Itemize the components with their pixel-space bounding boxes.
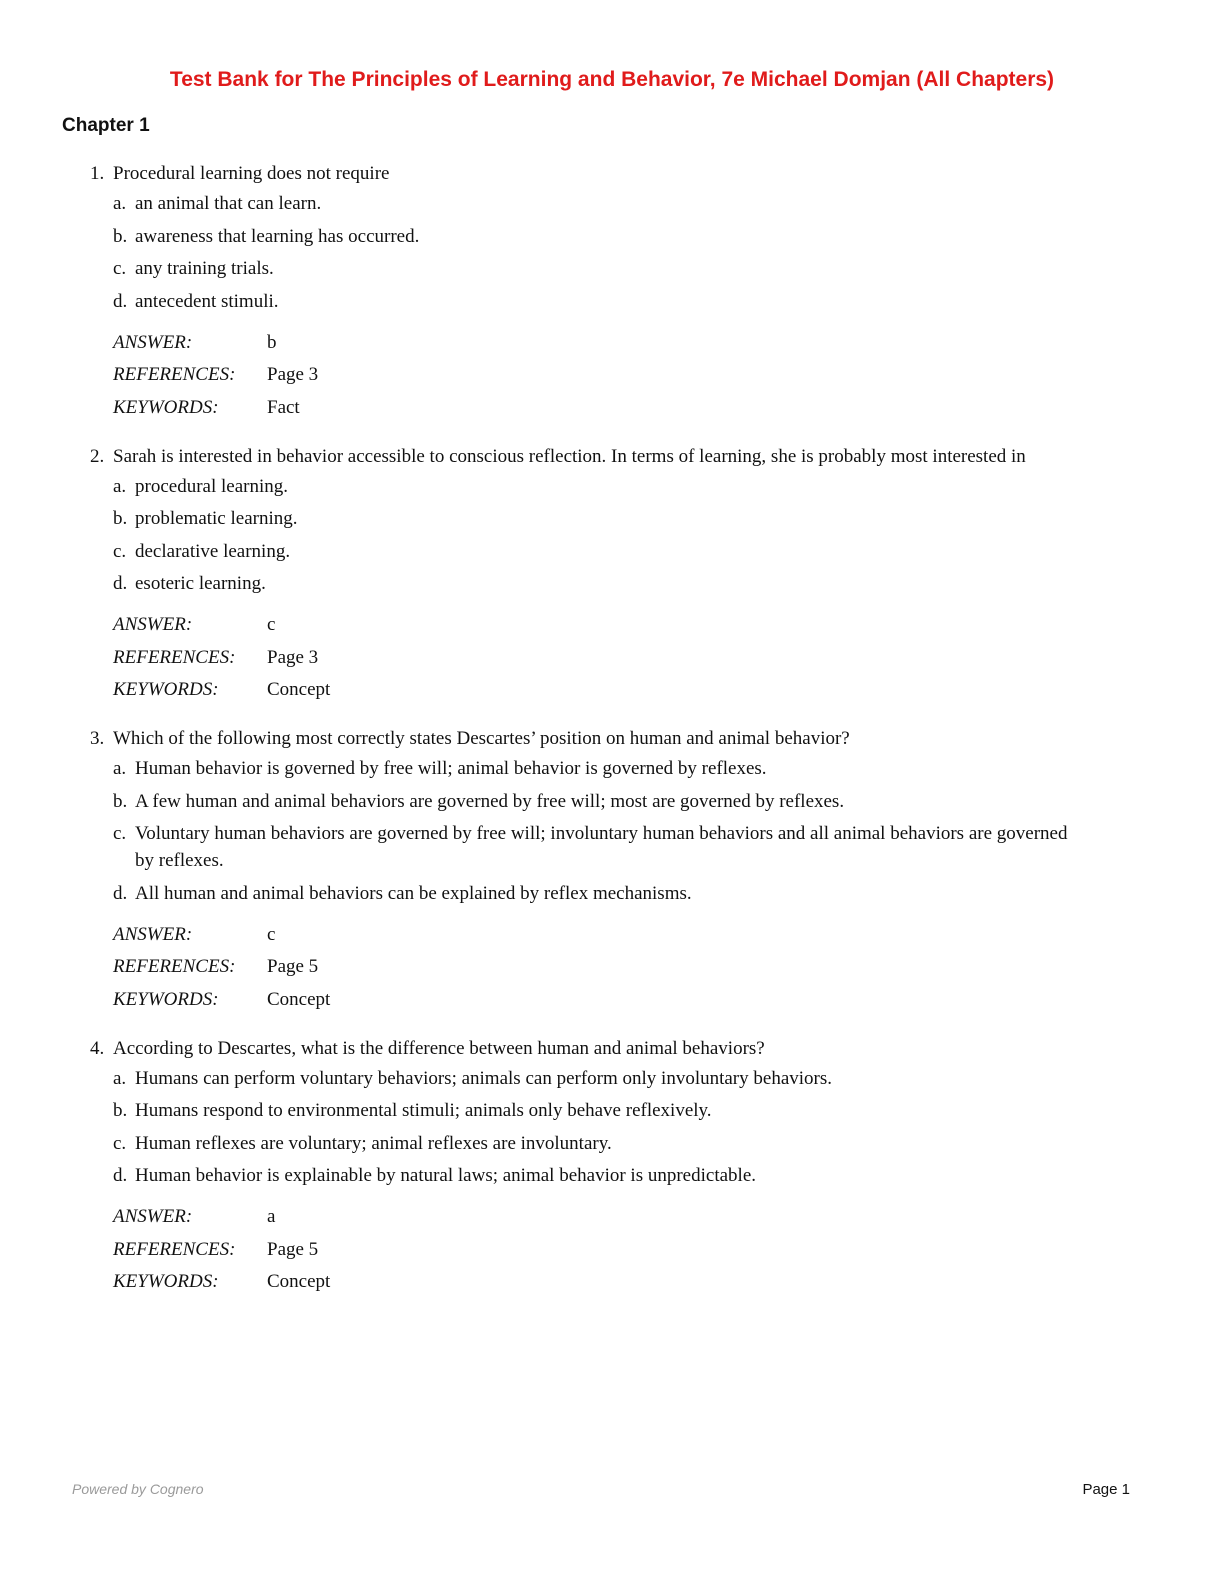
option-letter: d. <box>113 573 128 594</box>
answer-label: ANSWER: <box>113 1206 193 1227</box>
option-letter: c. <box>113 823 127 844</box>
option-a <box>113 473 1090 500</box>
option-letter: c. <box>113 540 127 562</box>
keywords-row <box>113 676 1090 703</box>
answer-label: ANSWER: <box>113 614 193 635</box>
references-row <box>113 1236 1090 1263</box>
references-value: Page 3 <box>267 646 319 668</box>
references-label: REFERENCES: <box>113 956 236 977</box>
answer-label: ANSWER: <box>113 923 193 945</box>
answer-metadata <box>113 1203 1090 1295</box>
question-stem <box>90 725 1090 752</box>
question-number: 3. <box>90 728 105 749</box>
question-2 <box>90 443 1090 704</box>
option-b <box>113 1097 1090 1124</box>
option-list <box>113 1065 1090 1190</box>
option-text: esoteric learning. <box>135 573 266 594</box>
option-text: declarative learning. <box>135 540 291 562</box>
option-d <box>113 1162 1090 1189</box>
question-text: Sarah is interested in behavior accessible to conscious reflection. In terms of learning, she is probably most interested in <box>113 445 1026 467</box>
option-a <box>113 190 1090 217</box>
references-label: REFERENCES: <box>113 364 236 385</box>
references-label: REFERENCES: <box>113 1238 236 1260</box>
option-list <box>113 190 1090 315</box>
keywords-value: Concept <box>267 679 331 700</box>
option-b <box>113 505 1090 532</box>
footer-powered-by: Powered by Cognero <box>72 1481 204 1497</box>
option-letter: a. <box>113 758 127 779</box>
references-value: Page 3 <box>267 364 319 385</box>
question-stem <box>90 1035 1090 1062</box>
footer-page-number: Page 1 <box>1082 1481 1130 1498</box>
answer-metadata <box>113 329 1090 421</box>
option-letter: b. <box>113 790 128 812</box>
keywords-value: Concept <box>267 1271 331 1292</box>
references-value: Page 5 <box>267 1238 319 1260</box>
answer-value: a <box>267 1206 276 1227</box>
answer-row <box>113 1203 1090 1230</box>
answer-label: ANSWER: <box>113 331 193 353</box>
option-text: A few human and animal behaviors are governed by free will; most are governed by reflexes. <box>135 790 845 812</box>
option-c <box>113 1130 1090 1157</box>
option-letter: a. <box>113 475 127 497</box>
keywords-row <box>113 394 1090 421</box>
option-a <box>113 755 1090 782</box>
references-row <box>113 953 1090 980</box>
answer-metadata <box>113 611 1090 703</box>
option-text: procedural learning. <box>135 475 288 497</box>
question-list <box>90 160 1090 1317</box>
keywords-label: KEYWORDS: <box>113 1271 219 1292</box>
option-letter: a. <box>113 1067 127 1089</box>
keywords-label: KEYWORDS: <box>113 679 219 700</box>
question-3 <box>90 725 1090 1013</box>
answer-row <box>113 611 1090 638</box>
question-number: 1. <box>90 163 105 184</box>
option-c <box>113 538 1090 565</box>
keywords-value: Fact <box>267 396 300 418</box>
option-letter: d. <box>113 1165 128 1186</box>
answer-value: c <box>267 923 276 945</box>
option-c <box>113 820 1090 874</box>
references-row <box>113 361 1090 388</box>
option-text: All human and animal behaviors can be explained by reflex mechanisms. <box>135 882 692 904</box>
question-4 <box>90 1035 1090 1296</box>
option-text: Human behavior is explainable by natural laws; animal behavior is unpredictable. <box>135 1165 756 1186</box>
keywords-row <box>113 986 1090 1013</box>
question-text: Procedural learning does not require <box>113 163 390 184</box>
option-list <box>113 473 1090 598</box>
answer-row <box>113 329 1090 356</box>
references-label: REFERENCES: <box>113 646 236 668</box>
answer-metadata <box>113 921 1090 1013</box>
document-title: Test Bank for The Principles of Learning and Behavior, 7e Michael Domjan (All Chapters) <box>169 68 1055 91</box>
chapter-heading: Chapter 1 <box>62 115 150 136</box>
keywords-row <box>113 1268 1090 1295</box>
option-d <box>113 288 1090 315</box>
option-text: Voluntary human behaviors are governed by free will; involuntary human behaviors and all animal behaviors are governed by reflexes. <box>135 823 1068 871</box>
option-text: Humans respond to environmental stimuli; animals only behave reflexively. <box>135 1100 712 1121</box>
option-c <box>113 255 1090 282</box>
option-letter: d. <box>113 882 128 904</box>
option-b <box>113 223 1090 250</box>
references-row <box>113 644 1090 671</box>
option-letter: b. <box>113 225 128 247</box>
option-text: Humans can perform voluntary behaviors; animals can perform only involuntary behaviors. <box>135 1067 832 1089</box>
option-b <box>113 788 1090 815</box>
option-letter: c. <box>113 258 127 279</box>
option-d <box>113 570 1090 597</box>
option-text: an animal that can learn. <box>135 193 322 214</box>
answer-value: c <box>267 614 276 635</box>
answer-row <box>113 921 1090 948</box>
answer-value: b <box>267 331 277 353</box>
option-letter: c. <box>113 1132 127 1154</box>
option-letter: b. <box>113 1100 128 1121</box>
option-letter: d. <box>113 290 128 312</box>
option-d <box>113 880 1090 907</box>
question-stem <box>90 443 1090 470</box>
question-text: Which of the following most correctly states Descartes’ position on human and animal behavior? <box>113 728 850 749</box>
option-letter: b. <box>113 508 128 529</box>
references-value: Page 5 <box>267 956 319 977</box>
option-text: problematic learning. <box>135 508 298 529</box>
question-number: 4. <box>90 1037 105 1059</box>
keywords-label: KEYWORDS: <box>113 396 219 418</box>
option-text: Human behavior is governed by free will; animal behavior is governed by reflexes. <box>135 758 767 779</box>
question-number: 2. <box>90 445 105 467</box>
keywords-value: Concept <box>267 988 331 1010</box>
question-stem <box>90 160 1090 187</box>
keywords-label: KEYWORDS: <box>113 988 219 1010</box>
option-text: awareness that learning has occurred. <box>135 225 420 247</box>
option-text: any training trials. <box>135 258 274 279</box>
option-letter: a. <box>113 193 127 214</box>
question-text: According to Descartes, what is the difference between human and animal behaviors? <box>113 1037 765 1059</box>
option-text: antecedent stimuli. <box>135 290 279 312</box>
option-list <box>113 755 1090 907</box>
option-a <box>113 1065 1090 1092</box>
option-text: Human reflexes are voluntary; animal reflexes are involuntary. <box>135 1132 612 1154</box>
question-1 <box>90 160 1090 421</box>
